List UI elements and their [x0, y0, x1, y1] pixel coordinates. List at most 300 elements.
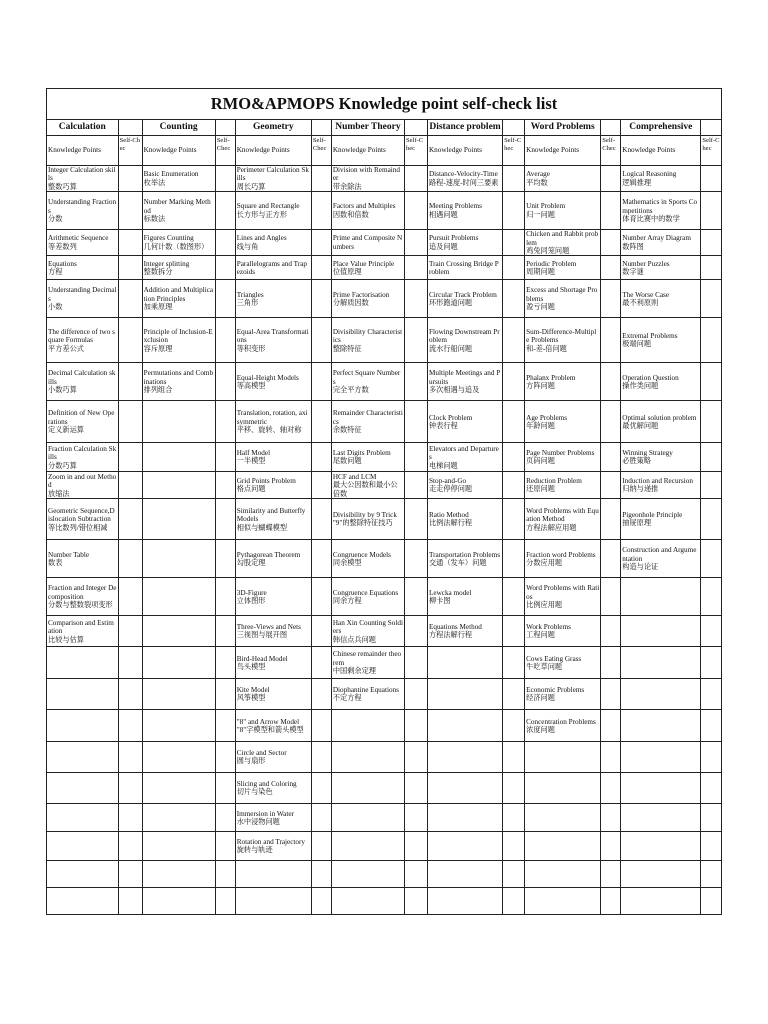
knowledge-point-en: Pythagorean Theorem	[236, 550, 301, 559]
self-check-box[interactable]	[503, 742, 525, 773]
knowledge-point-cell	[142, 443, 215, 472]
knowledge-point-zh: 勾股定理	[236, 558, 266, 567]
self-check-box[interactable]	[404, 888, 427, 915]
self-check-box[interactable]	[118, 318, 142, 363]
self-check-box[interactable]	[404, 647, 427, 679]
knowledge-point-en: Distance-Velocity-Time	[428, 170, 498, 179]
category-self-check-cell	[118, 120, 142, 136]
self-check-box[interactable]	[503, 888, 525, 915]
knowledge-point-zh: 一半模型	[236, 457, 266, 466]
knowledge-point-en: Integer Calculation skills	[48, 166, 116, 183]
self-check-box[interactable]	[215, 192, 235, 230]
knowledge-point-en: Number Array Diagram	[622, 234, 691, 243]
self-check-box[interactable]	[601, 443, 621, 472]
self-check-box[interactable]	[118, 647, 142, 679]
self-check-box[interactable]	[215, 443, 235, 472]
self-check-box[interactable]	[118, 679, 142, 710]
knowledge-point-zh: 抽屉原理	[622, 519, 652, 528]
knowledge-points-header: Knowledge Points	[621, 136, 701, 166]
knowledge-point-cell	[142, 192, 215, 230]
knowledge-point-cell	[525, 710, 601, 742]
self-check-box[interactable]	[404, 318, 427, 363]
knowledge-point-en: The difference of two square Formulas	[48, 327, 115, 345]
knowledge-point-zh: 放缩法	[48, 489, 70, 498]
self-check-box[interactable]	[215, 256, 235, 280]
knowledge-point-cell	[525, 256, 601, 280]
column-header-row	[47, 136, 721, 166]
self-check-box[interactable]	[601, 230, 621, 256]
self-check-box[interactable]	[311, 861, 331, 888]
knowledge-point-zh: 牛吃草问题	[526, 662, 563, 671]
knowledge-point-cell	[427, 256, 502, 280]
knowledge-point-cell	[621, 773, 701, 804]
knowledge-point-en: Understanding Fractions	[48, 198, 117, 215]
knowledge-point-zh: 相似与蝴蝶模型	[236, 523, 288, 532]
self-check-box[interactable]	[701, 540, 721, 578]
self-check-box[interactable]	[701, 230, 721, 256]
self-check-box[interactable]	[404, 401, 427, 443]
knowledge-point-zh: 定义新运算	[48, 426, 84, 435]
self-check-box[interactable]	[503, 192, 525, 230]
knowledge-point-en: Reduction Problem	[526, 477, 582, 486]
self-check-box[interactable]	[215, 679, 235, 710]
table-row	[47, 742, 721, 773]
knowledge-point-cell	[427, 280, 502, 318]
self-check-box[interactable]	[215, 318, 235, 363]
self-check-box[interactable]	[701, 679, 721, 710]
knowledge-point-en: Place Value Principle	[332, 259, 395, 268]
self-check-box[interactable]	[701, 616, 721, 647]
self-check-box[interactable]	[311, 888, 331, 915]
table-row	[47, 401, 721, 443]
knowledge-point-zh: 数表	[48, 558, 63, 567]
knowledge-point-en: Kite Model	[236, 686, 270, 695]
self-check-box[interactable]	[601, 256, 621, 280]
self-check-box[interactable]	[215, 230, 235, 256]
self-check-box[interactable]	[601, 679, 621, 710]
self-check-box[interactable]	[503, 166, 525, 192]
knowledge-point-cell	[621, 363, 701, 401]
knowledge-point-cell	[47, 804, 118, 832]
self-check-box[interactable]	[601, 472, 621, 499]
self-check-box[interactable]	[311, 401, 331, 443]
table-row	[47, 230, 721, 256]
knowledge-point-cell	[235, 443, 311, 472]
knowledge-point-cell	[331, 647, 404, 679]
self-check-box[interactable]	[311, 804, 331, 832]
self-check-header: Self-Chec	[701, 136, 721, 166]
self-check-box[interactable]	[701, 166, 721, 192]
knowledge-point-zh: 尾数问题	[332, 457, 362, 466]
self-check-sheet	[46, 88, 722, 915]
self-check-header: Self-Chec	[118, 136, 142, 166]
self-check-box[interactable]	[601, 363, 621, 401]
knowledge-point-en: Understanding Decimals	[48, 286, 117, 303]
knowledge-point-cell	[235, 318, 311, 363]
knowledge-point-zh: 方阵问题	[526, 381, 555, 390]
self-check-box[interactable]	[404, 192, 427, 230]
self-check-box[interactable]	[503, 230, 525, 256]
self-check-box[interactable]	[404, 256, 427, 280]
knowledge-point-zh: "8"字模型和箭头模型	[236, 725, 304, 734]
knowledge-point-cell	[142, 773, 215, 804]
knowledge-point-cell	[142, 280, 215, 318]
self-check-box[interactable]	[503, 647, 525, 679]
knowledge-point-cell	[47, 363, 118, 401]
self-check-box[interactable]	[503, 773, 525, 804]
sheet-title: RMO&APMOPS Knowledge point self-check list	[47, 89, 721, 120]
knowledge-point-cell	[427, 578, 502, 616]
self-check-box[interactable]	[311, 710, 331, 742]
knowledge-point-en: Definition of New Operations	[48, 409, 115, 426]
self-check-box[interactable]	[118, 472, 142, 499]
knowledge-point-cell	[331, 472, 404, 499]
knowledge-point-cell	[47, 401, 118, 443]
self-check-box[interactable]	[311, 647, 331, 679]
self-check-box[interactable]	[701, 861, 721, 888]
knowledge-point-cell	[47, 280, 118, 318]
self-check-box[interactable]	[215, 166, 235, 192]
self-check-box[interactable]	[701, 401, 721, 443]
knowledge-point-zh: 操作类问题	[622, 381, 659, 390]
knowledge-point-zh: 体育比赛中的数学	[622, 214, 680, 223]
self-check-box[interactable]	[503, 861, 525, 888]
self-check-box[interactable]	[118, 616, 142, 647]
self-check-box[interactable]	[601, 578, 621, 616]
self-check-box[interactable]	[503, 499, 525, 540]
knowledge-point-en: Decimal Calculation skills	[48, 369, 116, 386]
self-check-box[interactable]	[215, 540, 235, 578]
self-check-box[interactable]	[311, 443, 331, 472]
knowledge-point-en: Han Xin Counting Soldiers	[332, 618, 403, 636]
knowledge-point-zh: 格点问题	[236, 485, 266, 494]
knowledge-point-cell	[427, 318, 502, 363]
self-check-box[interactable]	[404, 443, 427, 472]
self-check-box[interactable]	[404, 499, 427, 540]
self-check-box[interactable]	[701, 363, 721, 401]
self-check-box[interactable]	[215, 742, 235, 773]
self-check-box[interactable]	[701, 773, 721, 804]
self-check-box[interactable]	[215, 861, 235, 888]
self-check-box[interactable]	[215, 888, 235, 915]
knowledge-point-zh: 整除特征	[332, 344, 362, 353]
self-check-box[interactable]	[404, 230, 427, 256]
self-check-box[interactable]	[118, 166, 142, 192]
knowledge-point-zh: 工程问题	[526, 631, 555, 640]
self-check-box[interactable]	[701, 280, 721, 318]
knowledge-point-en: Unit Problem	[526, 202, 566, 211]
knowledge-point-zh: 分数与整数裂项变形	[48, 601, 113, 610]
self-check-box[interactable]	[503, 472, 525, 499]
self-check-box[interactable]	[118, 773, 142, 804]
knowledge-point-cell	[47, 230, 118, 256]
self-check-box[interactable]	[311, 230, 331, 256]
self-check-box[interactable]	[503, 443, 525, 472]
self-check-box[interactable]	[118, 832, 142, 861]
knowledge-point-en: Winning Strategy	[622, 449, 673, 458]
self-check-box[interactable]	[215, 616, 235, 647]
knowledge-point-cell	[142, 401, 215, 443]
self-check-box[interactable]	[311, 499, 331, 540]
knowledge-point-zh: 因数和倍数	[332, 210, 369, 219]
knowledge-point-en: "8" and Arrow Model	[236, 717, 300, 726]
self-check-box[interactable]	[701, 256, 721, 280]
knowledge-point-cell	[47, 256, 118, 280]
knowledge-point-zh: 方程法解应用题	[526, 523, 577, 532]
self-check-box[interactable]	[503, 318, 525, 363]
table-row	[47, 256, 721, 280]
knowledge-point-cell	[142, 472, 215, 499]
table-row	[47, 318, 721, 363]
knowledge-point-en: Multiple Meetings and Pursuits	[428, 369, 501, 386]
self-check-box[interactable]	[311, 256, 331, 280]
knowledge-point-cell	[621, 616, 701, 647]
self-check-box[interactable]	[311, 742, 331, 773]
self-check-box[interactable]	[215, 804, 235, 832]
self-check-box[interactable]	[503, 280, 525, 318]
knowledge-point-zh: 周期问题	[526, 267, 555, 276]
knowledge-point-cell	[525, 679, 601, 710]
self-check-box[interactable]	[701, 832, 721, 861]
self-check-box[interactable]	[118, 256, 142, 280]
self-check-header: Self-Chec	[311, 136, 331, 166]
self-check-box[interactable]	[404, 710, 427, 742]
self-check-box[interactable]	[311, 578, 331, 616]
self-check-box[interactable]	[404, 679, 427, 710]
knowledge-point-zh: 流水行船问题	[428, 344, 473, 353]
knowledge-point-zh: 完全平方数	[332, 386, 369, 395]
knowledge-point-cell	[621, 280, 701, 318]
knowledge-point-cell	[47, 616, 118, 647]
knowledge-point-en: Fraction and Integer Decomposition	[48, 584, 117, 601]
self-check-box[interactable]	[503, 578, 525, 616]
self-check-box[interactable]	[701, 804, 721, 832]
knowledge-point-cell	[142, 256, 215, 280]
self-check-box[interactable]	[601, 280, 621, 318]
knowledge-point-en: Number Table	[48, 550, 90, 559]
category-counting: Counting	[142, 120, 215, 136]
self-check-box[interactable]	[311, 773, 331, 804]
knowledge-point-en: Stop-and-Go	[428, 477, 467, 486]
knowledge-point-en: Mathematics in Sports Competitions	[622, 198, 698, 215]
self-check-box[interactable]	[701, 192, 721, 230]
self-check-box[interactable]	[601, 710, 621, 742]
self-check-box[interactable]	[701, 443, 721, 472]
self-check-box[interactable]	[503, 804, 525, 832]
self-check-box[interactable]	[118, 540, 142, 578]
knowledge-point-cell	[621, 401, 701, 443]
self-check-box[interactable]	[118, 578, 142, 616]
self-check-box[interactable]	[311, 832, 331, 861]
knowledge-point-en: Extremal Problems	[622, 332, 678, 341]
self-check-box[interactable]	[503, 679, 525, 710]
self-check-box[interactable]	[601, 773, 621, 804]
knowledge-point-cell	[142, 499, 215, 540]
knowledge-point-cell	[47, 742, 118, 773]
knowledge-point-zh: 页码问题	[526, 457, 555, 466]
self-check-box[interactable]	[601, 192, 621, 230]
category-self-check-cell	[215, 120, 235, 136]
self-check-box[interactable]	[503, 710, 525, 742]
knowledge-point-en: Chinese remainder theorem	[332, 650, 402, 667]
self-check-box[interactable]	[404, 166, 427, 192]
self-check-box[interactable]	[215, 363, 235, 401]
knowledge-point-en: Number Puzzles	[622, 259, 670, 268]
self-check-box[interactable]	[701, 578, 721, 616]
knowledge-point-cell	[525, 472, 601, 499]
self-check-box[interactable]	[503, 363, 525, 401]
knowledge-point-cell	[621, 256, 701, 280]
self-check-box[interactable]	[215, 472, 235, 499]
self-check-box[interactable]	[215, 832, 235, 861]
self-check-box[interactable]	[118, 401, 142, 443]
table-row	[47, 773, 721, 804]
self-check-box[interactable]	[503, 616, 525, 647]
self-check-box[interactable]	[118, 280, 142, 318]
knowledge-point-zh: 环形跑道问题	[428, 298, 473, 307]
self-check-box[interactable]	[601, 832, 621, 861]
knowledge-point-en: Economic Problems	[526, 686, 585, 695]
knowledge-point-cell	[235, 647, 311, 679]
self-check-box[interactable]	[601, 888, 621, 915]
self-check-box[interactable]	[215, 280, 235, 318]
self-check-box[interactable]	[311, 679, 331, 710]
self-check-box[interactable]	[701, 742, 721, 773]
knowledge-point-en: Last Digits Problem	[332, 449, 391, 458]
knowledge-point-zh: 余数特征	[332, 426, 362, 435]
self-check-box[interactable]	[701, 499, 721, 540]
self-check-box[interactable]	[601, 616, 621, 647]
self-check-box[interactable]	[601, 742, 621, 773]
self-check-box[interactable]	[311, 318, 331, 363]
self-check-box[interactable]	[404, 363, 427, 401]
knowledge-point-zh: 鸡兔同笼问题	[526, 247, 570, 256]
knowledge-point-zh: 柳卡图	[428, 596, 451, 605]
self-check-box[interactable]	[404, 472, 427, 499]
self-check-box[interactable]	[311, 616, 331, 647]
knowledge-point-zh: 年龄问题	[526, 421, 555, 430]
self-check-box[interactable]	[404, 832, 427, 861]
knowledge-point-cell	[235, 280, 311, 318]
knowledge-point-cell	[235, 166, 311, 192]
self-check-box[interactable]	[118, 443, 142, 472]
self-check-box[interactable]	[215, 499, 235, 540]
self-check-box[interactable]	[404, 742, 427, 773]
self-check-box[interactable]	[701, 647, 721, 679]
knowledge-point-zh: 还原问题	[526, 485, 555, 494]
knowledge-point-cell	[142, 804, 215, 832]
self-check-box[interactable]	[215, 710, 235, 742]
knowledge-point-cell	[427, 647, 502, 679]
self-check-box[interactable]	[118, 861, 142, 888]
self-check-header: Self-Chec	[503, 136, 525, 166]
knowledge-point-cell	[621, 499, 701, 540]
self-check-box[interactable]	[701, 888, 721, 915]
self-check-box[interactable]	[404, 578, 427, 616]
knowledge-point-cell	[235, 256, 311, 280]
self-check-box[interactable]	[118, 192, 142, 230]
self-check-box[interactable]	[215, 578, 235, 616]
table-row	[47, 540, 721, 578]
knowledge-point-cell	[427, 443, 502, 472]
table-row	[47, 472, 721, 499]
self-check-box[interactable]	[118, 888, 142, 915]
self-check-box[interactable]	[503, 832, 525, 861]
self-check-box[interactable]	[701, 710, 721, 742]
self-check-box[interactable]	[215, 401, 235, 443]
self-check-box[interactable]	[215, 773, 235, 804]
self-check-box[interactable]	[118, 499, 142, 540]
self-check-box[interactable]	[503, 540, 525, 578]
table-row	[47, 280, 721, 318]
category-word-problems: Word Problems	[525, 120, 601, 136]
self-check-box[interactable]	[311, 472, 331, 499]
self-check-box[interactable]	[311, 540, 331, 578]
knowledge-point-zh: 逻辑推理	[622, 178, 652, 187]
knowledge-point-en: Immersion in Water	[236, 809, 294, 818]
self-check-box[interactable]	[601, 861, 621, 888]
self-check-box[interactable]	[404, 861, 427, 888]
knowledge-point-zh: 分解质因数	[332, 298, 369, 307]
self-check-box[interactable]	[404, 804, 427, 832]
knowledge-point-cell	[427, 401, 502, 443]
self-check-box[interactable]	[701, 318, 721, 363]
self-check-box[interactable]	[404, 540, 427, 578]
knowledge-point-zh: 三角形	[236, 298, 259, 307]
self-check-box[interactable]	[601, 647, 621, 679]
self-check-box[interactable]	[311, 192, 331, 230]
self-check-box[interactable]	[118, 804, 142, 832]
self-check-box[interactable]	[601, 540, 621, 578]
self-check-box[interactable]	[311, 363, 331, 401]
knowledge-point-en: Translation, rotation, axisymmetric	[236, 409, 308, 426]
knowledge-point-cell	[525, 280, 601, 318]
knowledge-point-cell	[427, 710, 502, 742]
self-check-box[interactable]	[311, 280, 331, 318]
self-check-box[interactable]	[503, 401, 525, 443]
self-check-box[interactable]	[118, 710, 142, 742]
knowledge-point-cell	[142, 616, 215, 647]
knowledge-point-cell	[525, 192, 601, 230]
self-check-box[interactable]	[404, 773, 427, 804]
knowledge-point-en: Perfect Square Numbers	[332, 369, 401, 386]
knowledge-point-zh: 比较与估算	[48, 635, 84, 644]
knowledge-point-en: Integer splitting	[143, 259, 190, 268]
knowledge-point-zh: 线与角	[236, 242, 259, 251]
self-check-box[interactable]	[601, 401, 621, 443]
self-check-box[interactable]	[404, 280, 427, 318]
table-row	[47, 832, 721, 861]
knowledge-point-en: Permutations and Combinations	[143, 369, 214, 386]
self-check-box[interactable]	[215, 647, 235, 679]
self-check-box[interactable]	[601, 499, 621, 540]
self-check-box[interactable]	[601, 318, 621, 363]
self-check-box[interactable]	[701, 472, 721, 499]
self-check-box[interactable]	[118, 742, 142, 773]
knowledge-point-en: Induction and Recursion	[622, 477, 693, 486]
table-row	[47, 710, 721, 742]
self-check-box[interactable]	[503, 256, 525, 280]
self-check-box[interactable]	[404, 616, 427, 647]
self-check-box[interactable]	[118, 230, 142, 256]
self-check-box[interactable]	[601, 804, 621, 832]
knowledge-point-cell	[47, 861, 118, 888]
self-check-box[interactable]	[118, 363, 142, 401]
knowledge-point-cell	[235, 742, 311, 773]
self-check-box[interactable]	[601, 166, 621, 192]
self-check-box[interactable]	[311, 166, 331, 192]
knowledge-point-en: Factors and Multiples	[332, 202, 396, 211]
